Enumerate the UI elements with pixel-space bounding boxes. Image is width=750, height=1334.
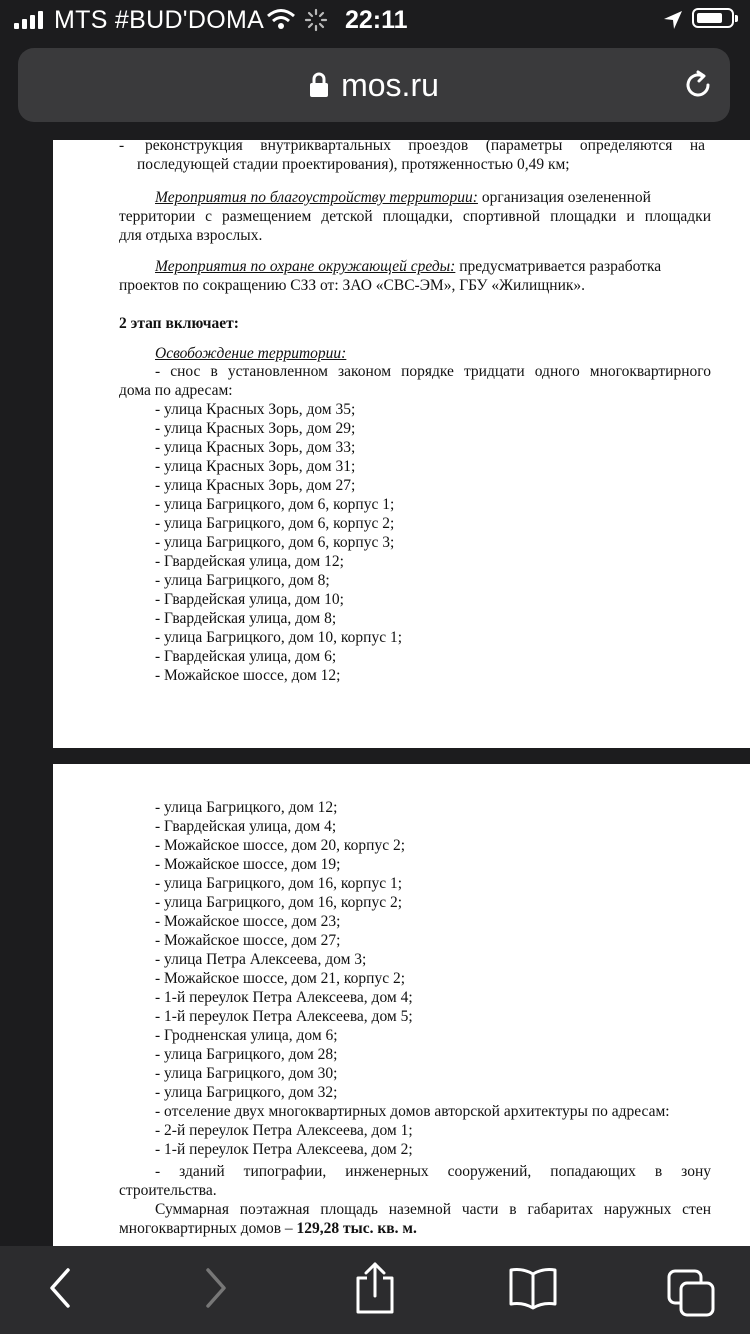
text-fragment: предусматривается разработка [459, 258, 662, 275]
address-item: - Гвардейская улица, дом 12; [155, 553, 344, 570]
wifi-icon [266, 8, 296, 30]
address-item: - улица Багрицкого, дом 10, корпус 1; [155, 629, 403, 646]
status-bar [0, 0, 750, 40]
back-icon[interactable] [44, 1266, 76, 1310]
section-heading-label: Освобождение территории: [155, 345, 347, 362]
text-line: дома по адресам: [119, 382, 233, 399]
address-item: - Можайское шоссе, дом 12; [155, 667, 341, 684]
text-line: территории с размещением детской площадки, спортивной площадки и площадки [119, 208, 711, 225]
tabs-icon[interactable] [666, 1268, 716, 1318]
text-fragment: организация озелененной [481, 189, 651, 206]
bullet-dash: - [119, 140, 125, 154]
stage-heading: 2 этап включает: [119, 315, 239, 332]
cellular-signal-icon [14, 11, 43, 29]
address-item: - улица Красных Зорь, дом 29; [155, 420, 356, 437]
address-item: - 1-й переулок Петра Алексеева, дом 5; [155, 1008, 413, 1025]
address-item: - улица Багрицкого, дом 28; [155, 1046, 338, 1063]
address-item: - 1-й переулок Петра Алексеева, дом 4; [155, 989, 413, 1006]
document-page-2 [53, 764, 750, 1246]
total-area-value: 129,28 тыс. кв. м [296, 1220, 413, 1237]
share-icon[interactable] [352, 1260, 398, 1316]
forward-icon[interactable] [200, 1266, 232, 1310]
address-item: - улица Багрицкого, дом 32; [155, 1084, 338, 1101]
address-item: - Можайское шоссе, дом 27; [155, 932, 341, 949]
address-item: - Гвардейская улица, дом 8; [155, 610, 337, 627]
address-item: - улица Багрицкого, дом 6, корпус 3; [155, 534, 395, 551]
address-item: - улица Петра Алексеева, дом 3; [155, 951, 367, 968]
address-item: - отселение двух многоквартирных домов авторской архитектуры по адресам: [155, 1103, 670, 1120]
address-item: - улица Красных Зорь, дом 31; [155, 458, 356, 475]
text-fragment: . [413, 1220, 417, 1237]
battery-icon [692, 8, 734, 28]
address-item: - улица Багрицкого, дом 16, корпус 1; [155, 875, 403, 892]
clock: 22:11 [345, 6, 408, 34]
address-item: - улица Багрицкого, дом 8; [155, 572, 330, 589]
address-item: - улица Багрицкого, дом 6, корпус 1; [155, 496, 395, 513]
address-bar[interactable] [18, 48, 730, 122]
text-line: Суммарная поэтажная площадь наземной части в габаритах наружных стен [155, 1201, 711, 1218]
text-line: проектов по сокращению СЗЗ от: ЗАО «СВС-ЭМ», ГБУ «Жилищник». [119, 277, 586, 294]
section-heading-label: Мероприятия по благоустройству территории: [155, 189, 478, 206]
address-item: - улица Багрицкого, дом 16, корпус 2; [155, 894, 403, 911]
text-line: - снос в установленном законом порядке тридцати одного многоквартирного [155, 363, 711, 380]
address-item: - 1-й переулок Петра Алексеева, дом 2; [155, 1141, 413, 1158]
address-item: - улица Красных Зорь, дом 27; [155, 477, 356, 494]
browser-toolbar [0, 1246, 750, 1334]
lock-icon [309, 72, 329, 98]
section-heading [155, 257, 661, 276]
text-line: последующей стадии проектирования), протяженностью 0,49 км; [137, 156, 570, 173]
text-line: для отдыха взрослых. [119, 227, 263, 244]
address-item: - улица Красных Зорь, дом 33; [155, 439, 356, 456]
bookmarks-icon[interactable] [508, 1266, 558, 1310]
text-line [119, 1219, 417, 1238]
section-heading-label: Мероприятия по охране окружающей среды: [155, 258, 456, 275]
address-item: - 2-й переулок Петра Алексеева, дом 1; [155, 1122, 413, 1139]
address-item: - Можайское шоссе, дом 20, корпус 2; [155, 837, 406, 854]
address-item: - улица Багрицкого, дом 12; [155, 799, 338, 816]
section-heading [155, 188, 651, 207]
url-domain[interactable]: mos.ru [341, 66, 439, 103]
text-line: - зданий типографии, инженерных сооружений, попадающих в зону [155, 1163, 711, 1180]
address-item: - Гвардейская улица, дом 10; [155, 591, 344, 608]
address-item: - Можайское шоссе, дом 23; [155, 913, 341, 930]
carrier-name: MTS #BUD'DOMA [54, 6, 265, 34]
text-line: строительства. [119, 1182, 217, 1199]
address-item: - Гвардейская улица, дом 4; [155, 818, 337, 835]
address-item: - Гродненская улица, дом 6; [155, 1027, 338, 1044]
address-item: - Можайское шоссе, дом 21, корпус 2; [155, 970, 406, 987]
document-page-1 [53, 140, 750, 748]
activity-spinner-icon [304, 8, 328, 32]
address-item: - улица Красных Зорь, дом 35; [155, 401, 356, 418]
address-item: - Гвардейская улица, дом 6; [155, 648, 337, 665]
reload-icon[interactable] [682, 69, 714, 101]
address-item: - улица Багрицкого, дом 30; [155, 1065, 338, 1082]
location-arrow-icon [663, 10, 683, 30]
text-fragment: многоквартирных домов – [119, 1220, 293, 1237]
address-item: - Можайское шоссе, дом 19; [155, 856, 341, 873]
address-item: - улица Багрицкого, дом 6, корпус 2; [155, 515, 395, 532]
text-line: реконструкция внутриквартальных проездов (параметры определяются на [145, 140, 705, 154]
